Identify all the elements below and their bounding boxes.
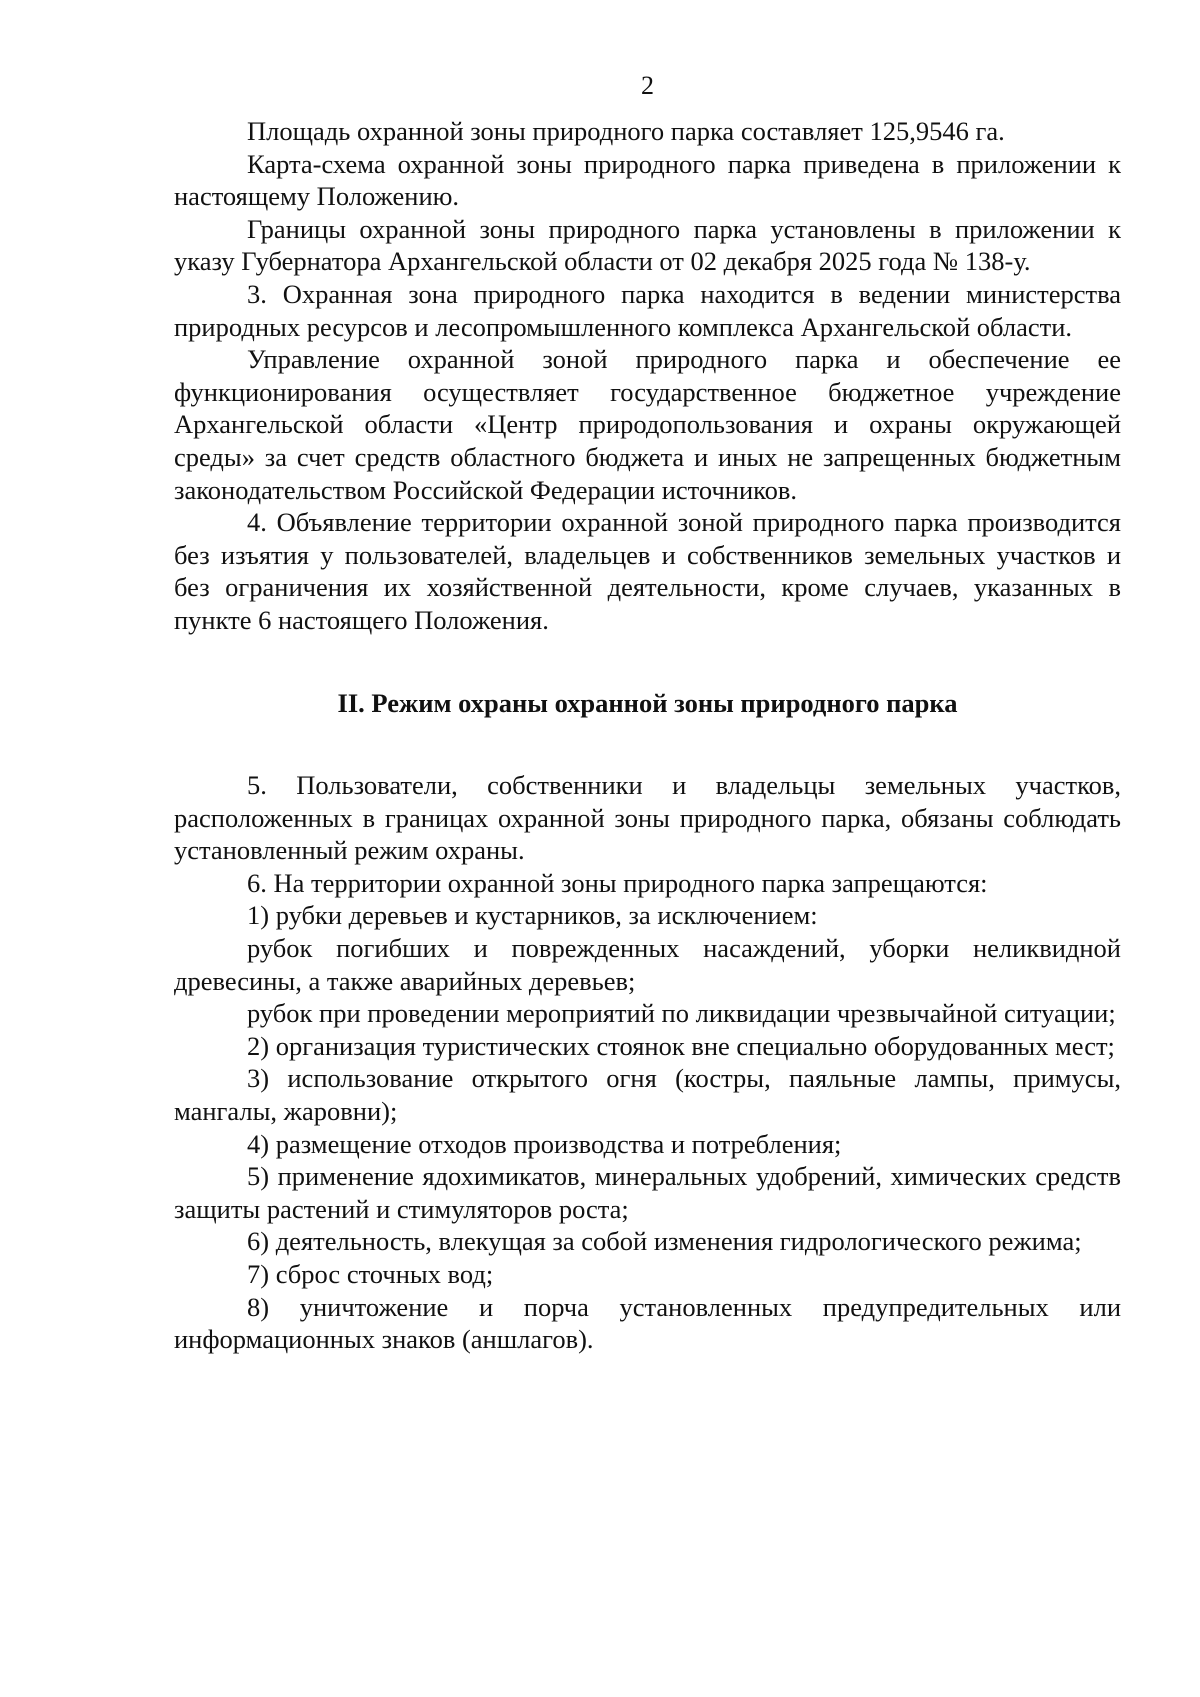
section-heading: II. Режим охраны охранной зоны природного парка — [337, 687, 958, 718]
paragraph: Площадь охранной зоны природного парка составляет 125,9546 га. — [247, 116, 1005, 146]
sub-item: рубок при проведении мероприятий по ликвидации чрезвычайной ситуации; — [247, 998, 1116, 1029]
list-item: 7) сброс сточных вод; — [247, 1259, 494, 1289]
list-item: 3) использование открытого огня (костры, паяльные лампы, примусы, мангалы, жаровни); — [174, 1063, 1121, 1127]
paragraph: 6. На территории охранной зоны природного парка запрещаются: — [247, 867, 988, 898]
list-item: 1) рубки деревьев и кустарников, за исключением: — [247, 900, 818, 931]
list-item: 6) деятельность, влекущая за собой изменения гидрологического режима; — [247, 1226, 1082, 1257]
list-item: 4) размещение отходов производства и потребления; — [247, 1128, 842, 1159]
paragraph: 3. Охранная зона природного парка находится в ведении министерства природных ресурсов и лесопромышленного комплекса Архангельской области. — [174, 278, 1121, 342]
paragraph: 4. Объявление территории охранной зоной природного парка производится без изъятия у пользователей, владельцев и собственников земельных участков и без ограничения их хозяйственной деятельности, кроме случаев, указанных в пункте 6 настоящего Положения. — [174, 507, 1121, 635]
paragraph: Границы охранной зоны природного парка установлены в приложении к указу Губернатора Архангельской области от 02 декабря 2025 года № 138-у. — [174, 213, 1121, 277]
paragraph: 5. Пользователи, собственники и владельцы земельных участков, расположенных в границах охранной зоны природного парка, обязаны соблюдать установленный режим охраны. — [174, 770, 1121, 866]
sub-item: рубок погибших и поврежденных насаждений, уборки неликвидной древесины, а также аварийных деревьев; — [174, 933, 1121, 996]
list-item: 8) уничтожение и порча установленных предупредительных или информационных знаков (аншлагов). — [174, 1291, 1121, 1355]
list-item: 2) организация туристических стоянок вне специально оборудованных мест; — [247, 1030, 1115, 1061]
document-body — [174, 115, 1121, 1356]
paragraph: Карта-схема охранной зоны природного парка приведена в приложении к настоящему Положению. — [174, 148, 1121, 212]
paragraph: Управление охранной зоной природного парка и обеспечение ее функционирования осуществляет государственное бюджетное учреждение Архангельской области «Центр природопользования и охраны окружающей среды» за счет средств областного бюджета и иных не запрещенных бюджетным законодательством Российской Федерации источников. — [174, 344, 1121, 505]
list-item: 5) применение ядохимикатов, минеральных удобрений, химических средств защиты растений и стимуляторов роста; — [174, 1161, 1121, 1224]
page-number: 2 — [641, 71, 654, 100]
